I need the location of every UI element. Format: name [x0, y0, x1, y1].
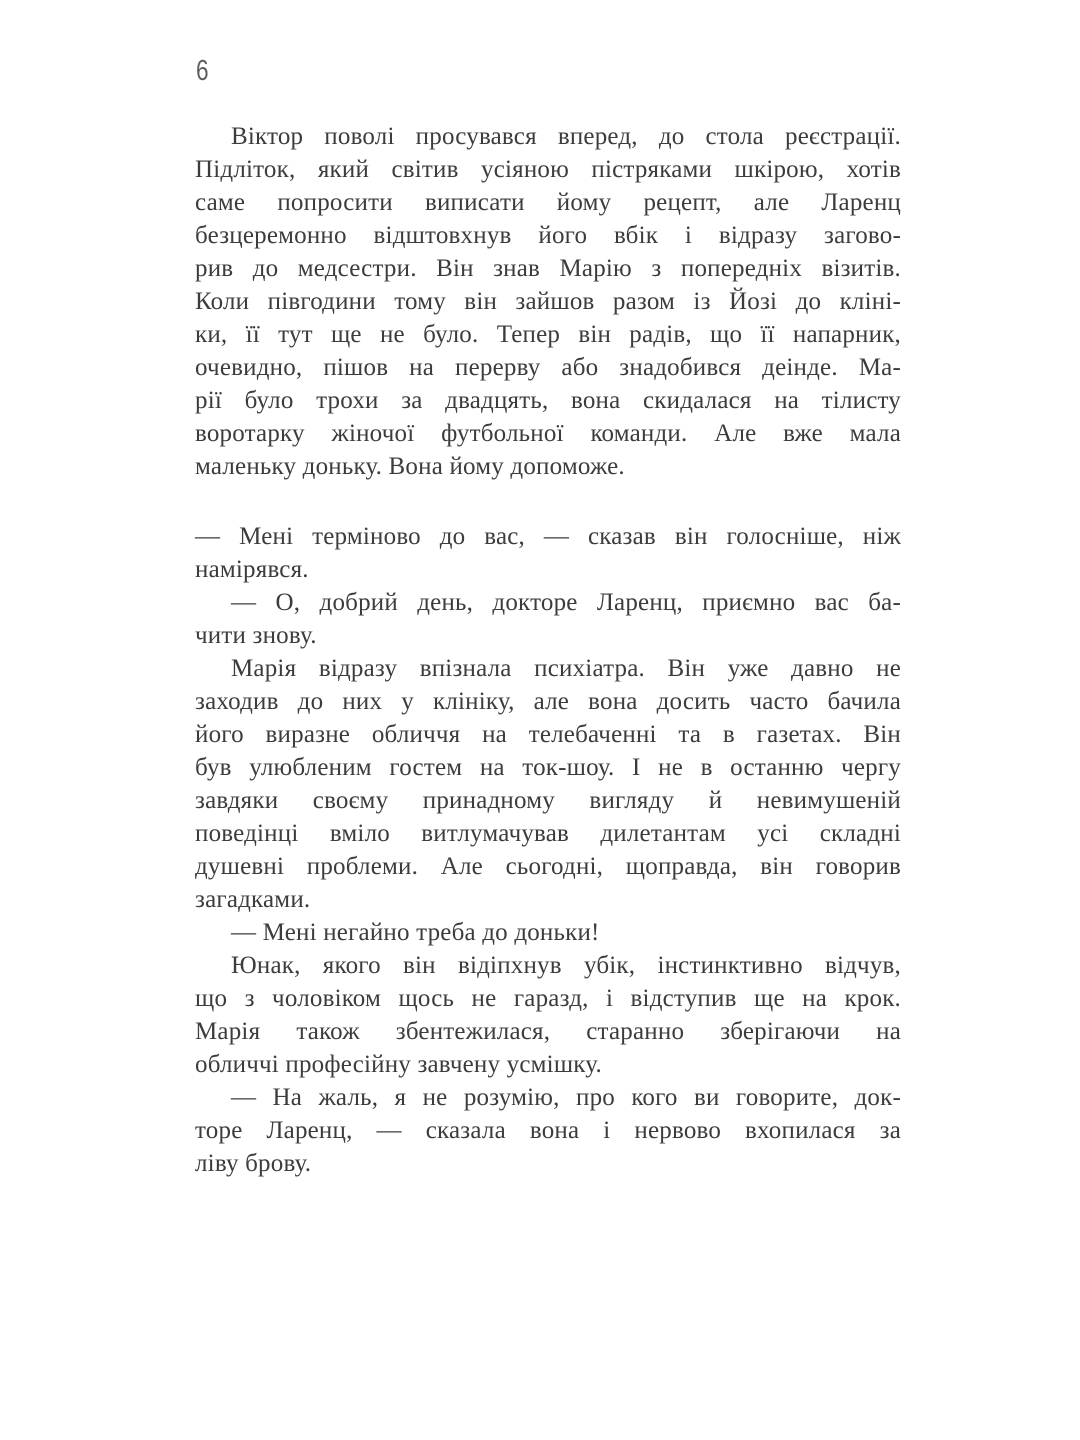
- text-line: маленьку доньку. Вона йому допоможе.: [195, 453, 625, 480]
- text-line: заходив до них у клініку, але вона досить часто бачила: [195, 688, 901, 715]
- text-line: Юнак, якого він відіпхнув убік, інстинктивно відчув,: [231, 952, 901, 979]
- text-line: поведінці вміло витлумачував дилетантам усі складні: [195, 820, 901, 847]
- paragraph-narration: [195, 120, 901, 483]
- text-line: намірявся.: [195, 556, 309, 583]
- text-line: ліву брову.: [195, 1150, 312, 1177]
- text-line: чити знову.: [195, 622, 317, 649]
- text-line: — О, добрий день, докторе Ларенц, приємно вас ба-: [231, 589, 901, 616]
- text-line: був улюбленим гостем на ток-шоу. І не в останню чергу: [195, 754, 901, 781]
- text-line: обличчі професійну завчену усмішку.: [195, 1051, 602, 1078]
- text-line: рив до медсестри. Він знав Марію з попередніх візитів.: [195, 255, 901, 282]
- text-line: Віктор поволі просувався вперед, до стола реєстрації.: [231, 123, 901, 150]
- text-line: воротарку жіночої футбольної команди. Але вже мала: [195, 420, 901, 447]
- text-line: Підліток, який світив усіяною пістряками шкірою, хотів: [195, 156, 901, 183]
- text-line: рії було трохи за двадцять, вона скидалася на тілисту: [195, 387, 901, 414]
- paragraph-dialogue: [195, 586, 901, 652]
- text-line: ки, її тут ще не було. Тепер він радів, що її напарник,: [195, 321, 901, 348]
- text-line: що з чоловіком щось не гаразд, і відступив ще на крок.: [195, 985, 901, 1012]
- text-line: торе Ларенц, — сказала вона і нервово вхопилася за: [195, 1117, 901, 1144]
- paragraph-dialogue: [195, 1081, 901, 1180]
- text-line: очевидно, пішов на перерву або знадобився деінде. Ма-: [195, 354, 901, 381]
- text-line: саме попросити виписати йому рецепт, але Ларенц: [195, 189, 901, 216]
- text-line: завдяки своєму принадному вигляду й невимушеній: [195, 787, 901, 814]
- text-line: — Мені негайно треба до доньки!: [231, 919, 600, 946]
- text-line: душевні проблеми. Але сьогодні, щоправда, він говорив: [195, 853, 901, 880]
- text-line: безцеремонно відштовхнув його вбік і відразу загово-: [195, 222, 901, 249]
- text-line: — На жаль, я не розумію, про кого ви говорите, док-: [231, 1084, 901, 1111]
- text-line: загадками.: [195, 886, 311, 913]
- text-line: його виразне обличчя на телебаченні та в газетах. Він: [195, 721, 901, 748]
- paragraph-narration: [195, 949, 901, 1081]
- paragraph-dialogue: [195, 520, 901, 586]
- text-line: — Мені терміново до вас, — сказав він голосніше, ніж: [195, 523, 901, 550]
- page-number: 6: [196, 55, 209, 87]
- paragraph-dialogue: [195, 916, 901, 949]
- text-line: Марія відразу впізнала психіатра. Він уже давно не: [231, 655, 901, 682]
- text-line: Марія також збентежилася, старанно зберігаючи на: [195, 1018, 901, 1045]
- page-text: [195, 120, 901, 1180]
- text-line: Коли півгодини тому він зайшов разом із Йозі до кліні-: [195, 288, 901, 315]
- paragraph-narration: [195, 652, 901, 916]
